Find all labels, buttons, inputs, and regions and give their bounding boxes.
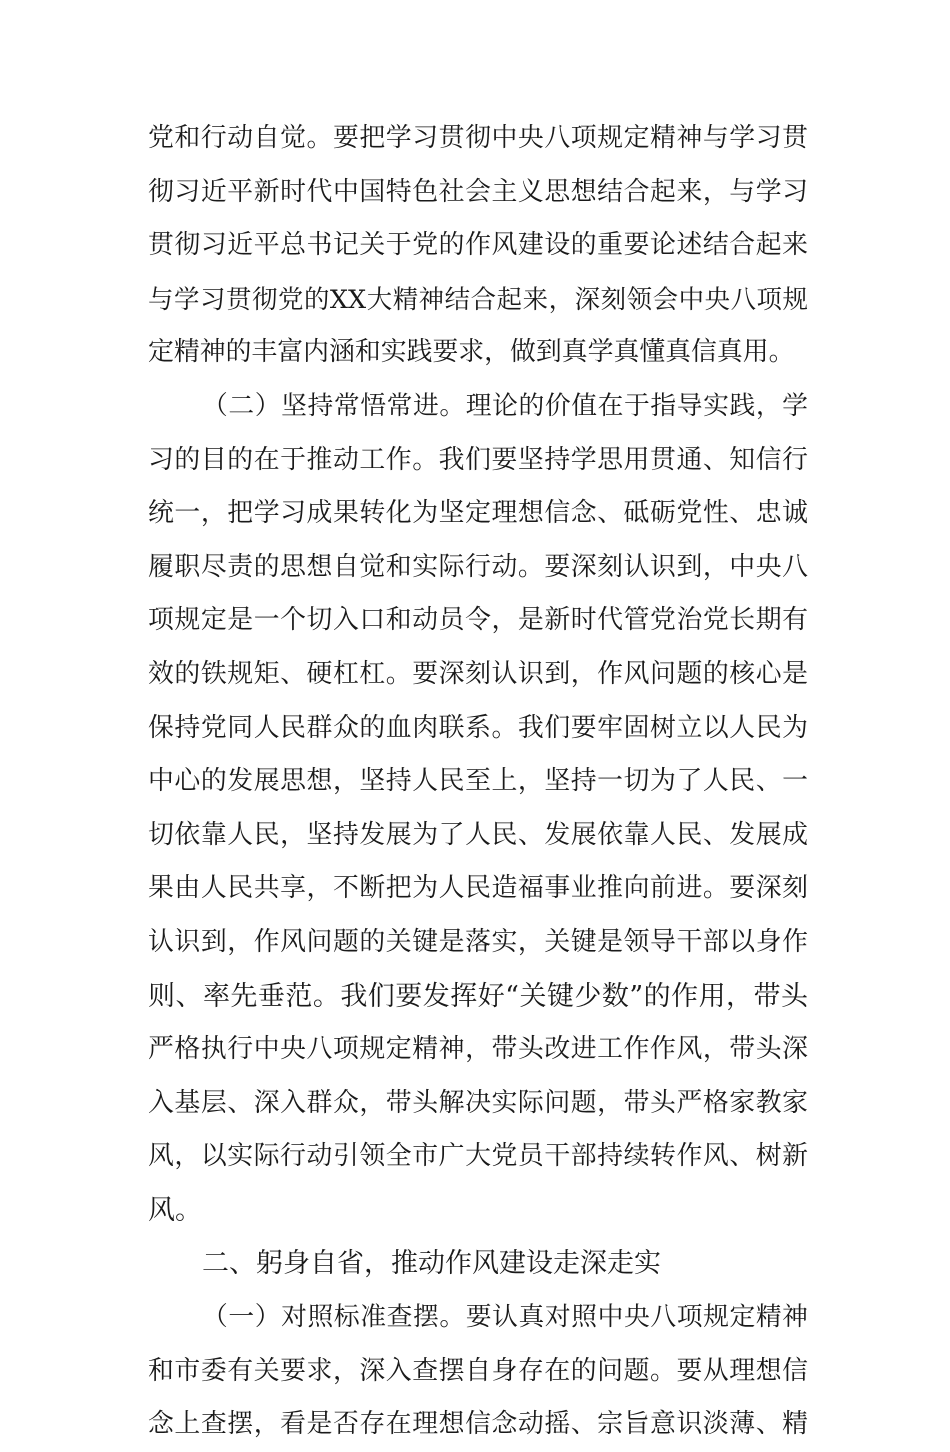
text-line: 风。 xyxy=(148,1194,202,1226)
text-line: （二）坚持常悟常进。理论的价值在于指导实践，学 xyxy=(202,390,808,421)
text-line: 效的铁规矩、硬杠杠。要深刻认识到，作风问题的核心是 xyxy=(148,658,808,689)
text-line: 风，以实际行动引领全市广大党员干部持续转作风、树新 xyxy=(148,1141,808,1172)
paragraph-section-2 xyxy=(148,380,808,1238)
text-line: 入基层、深入群众，带头解决实际问题，带头严格家教家 xyxy=(148,1087,808,1118)
text-line: 与学习贯彻党的XX大精神结合起来，深刻领会中央八项规 xyxy=(148,283,808,314)
text-line: 保持党同人民群众的血肉联系。我们要牢固树立以人民为 xyxy=(148,712,808,743)
text-line: （一）对照标准查摆。要认真对照中央八项规定精神 xyxy=(202,1302,808,1333)
text-line: 果由人民共享，不断把为人民造福事业推向前进。要深刻 xyxy=(148,873,808,904)
text-line: 切依靠人民，坚持发展为了人民、发展依靠人民、发展成 xyxy=(148,819,808,850)
text-line: 履职尽责的思想自觉和实际行动。要深刻认识到，中央八 xyxy=(148,551,808,582)
text-line: 习的目的在于推动工作。我们要坚持学思用贯通、知信行 xyxy=(148,444,808,475)
paragraph-subsection-1 xyxy=(148,1291,808,1452)
text-line: 念上查摆，看是否存在理想信念动摇、宗旨意识淡薄、精 xyxy=(148,1409,808,1440)
text-line: 贯彻习近平总书记关于党的作风建设的重要论述结合起来 xyxy=(148,230,808,261)
text-line: 统一，把学习成果转化为坚定理想信念、砥砺党性、忠诚 xyxy=(148,498,808,529)
section-heading xyxy=(148,1237,808,1291)
text-line: 和市委有关要求，深入查摆自身存在的问题。要从理想信 xyxy=(148,1355,808,1386)
heading-text: 二、躬身自省，推动作风建设走深走实 xyxy=(202,1248,661,1280)
text-line: 定精神的丰富内涵和实践要求，做到真学真懂真信真用。 xyxy=(148,337,795,368)
text-line: 彻习近平新时代中国特色社会主义思想结合起来，与学习 xyxy=(148,176,808,207)
text-line: 中心的发展思想，坚持人民至上，坚持一切为了人民、一 xyxy=(148,766,808,797)
text-line: 严格执行中央八项规定精神，带头改进工作作风，带头深 xyxy=(148,1034,808,1065)
text-line: 则、率先垂范。我们要发挥好“关键少数”的作用，带头 xyxy=(148,980,808,1012)
paragraph-continuation xyxy=(148,112,808,380)
text-line: 党和行动自觉。要把学习贯彻中央八项规定精神与学习贯 xyxy=(148,123,808,153)
text-line: 认识到，作风问题的关键是落实，关键是领导干部以身作 xyxy=(148,926,808,957)
text-line: 项规定是一个切入口和动员令，是新时代管党治党长期有 xyxy=(148,605,808,636)
body-text xyxy=(148,112,808,1452)
